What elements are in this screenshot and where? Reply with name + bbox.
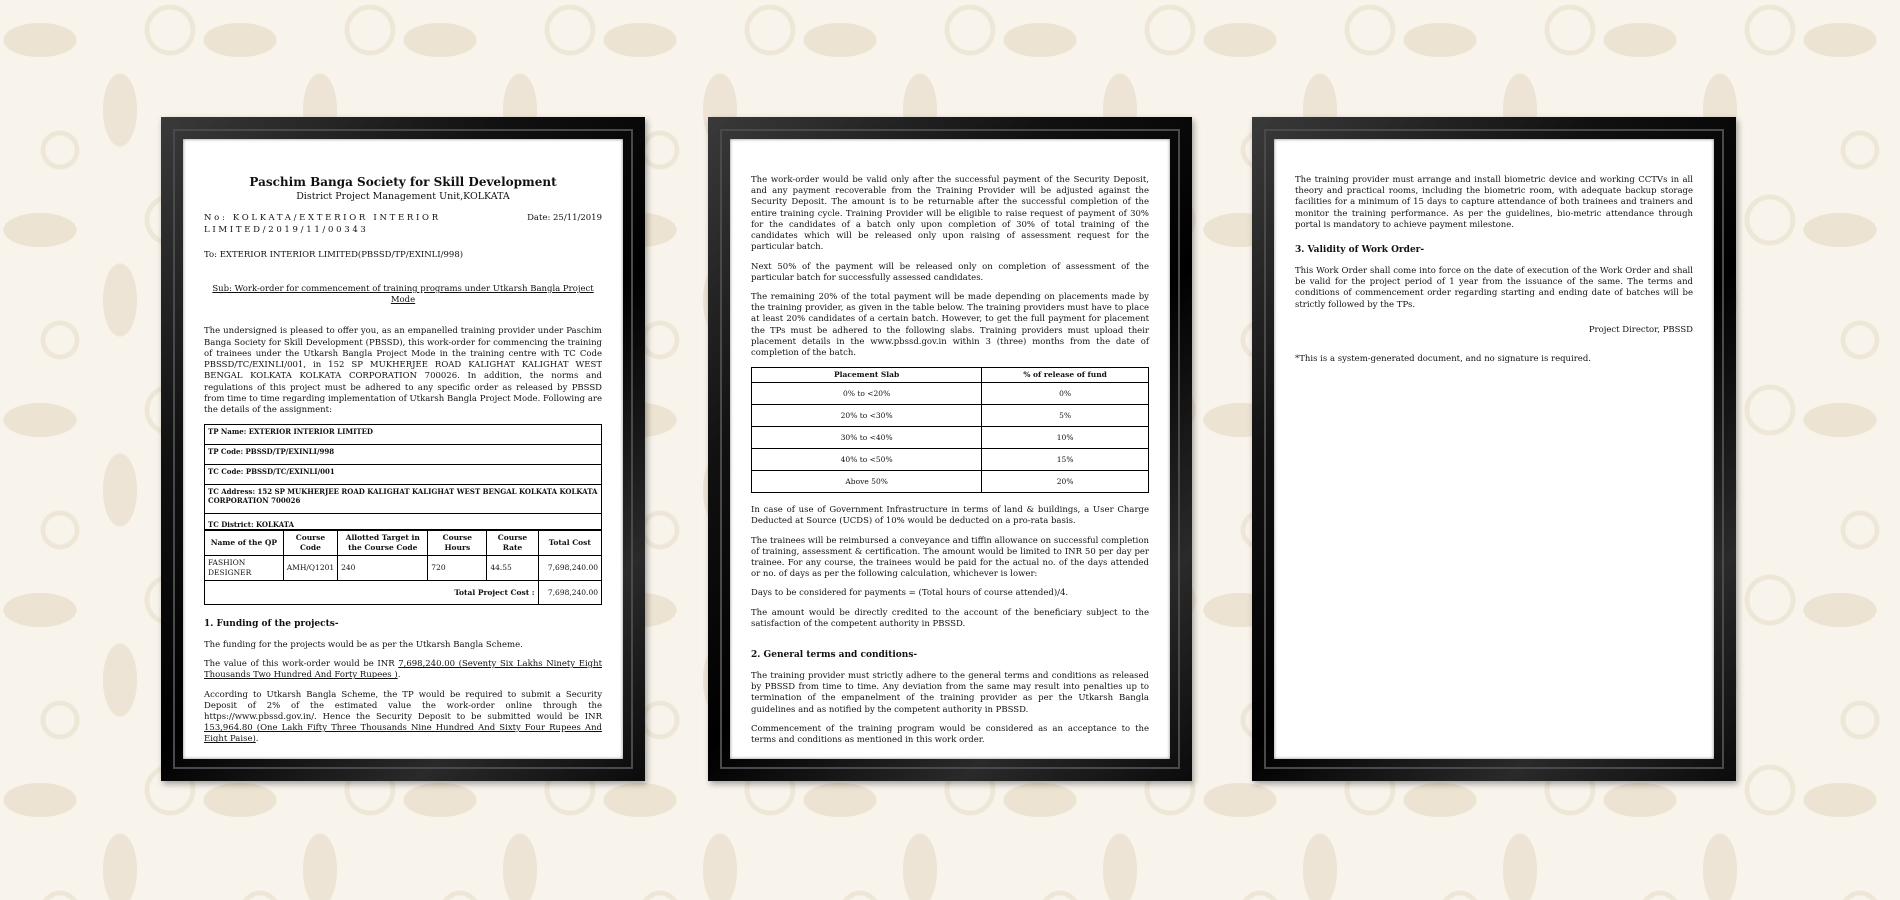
value-paragraph [204, 659, 602, 681]
slab-percent: 15% [982, 449, 1149, 471]
deposit-suffix: . [255, 734, 259, 745]
slab-range: 30% to <40% [752, 427, 982, 449]
slab-percent: 20% [982, 471, 1149, 493]
security-deposit-paragraph: The work-order would be valid only after the successful payment of the Security Deposit, and any payment recoverable from the Training Provider will be adjusted against the Security Deposit. The amount is to be returnable after the successful completion of the entire training cycle. Training Provider will be eligible to raise request of payment of 30% for the candidates of a batch only upon completion of 30% of total training of the candidates which will be released only upon raising of assessment request for the particular batch. [751, 175, 1149, 253]
system-note: *This is a system-generated document, and no signature is required. [1295, 354, 1591, 365]
value-suffix: . [397, 670, 401, 681]
document-date: Date: 25/11/2019 [527, 213, 602, 224]
section-3-heading: 3. Validity of Work Order- [1295, 245, 1425, 256]
qp-header: Name of the QP [205, 531, 284, 556]
slab-range: Above 50% [752, 471, 982, 493]
slab-range: 0% to <20% [752, 383, 982, 405]
reference-number: No: KOLKATA/EXTERIOR INTERIOR LIMITED/2019/11/00343 [204, 213, 441, 235]
slab-header: Placement Slab [752, 368, 982, 383]
assessment-payment-paragraph: Next 50% of the payment will be released only on completion of assessment of the particular batch for successfully assessed candidates. [751, 261, 1149, 283]
placement-payment-paragraph: The remaining 20% of the total payment will be made depending on placements made by the training provider, as given in the table below. The training providers must have to place at least 20% candidates of a certain batch. However, to get the full payment for placement the TPs must be adhered to the following slabs. Training providers must upload their placement details in the www.pbssd.gov.in within 3 (three) months from the date of completion of the batch. [751, 291, 1149, 359]
document-page-1 [183, 139, 623, 759]
picture-frame-page-2 [708, 117, 1192, 781]
qp-cell: 720 [428, 556, 487, 581]
qp-cell: 7,698,240.00 [538, 556, 601, 581]
tc-address: TC Address: 152 SP MUKHERJEE ROAD KALIGHAT KALIGHAT WEST BENGAL KOLKATA KOLKATA CORPORATION 700026 [205, 485, 602, 514]
days-formula-paragraph: Days to be considered for payments = (Total hours of course attended)/4. [751, 588, 1069, 599]
table-row [752, 405, 1149, 427]
deposit-paragraph [204, 690, 602, 746]
table-row [752, 471, 1149, 493]
credit-paragraph: The amount would be directly credited to the account of the beneficiary subject to the satisfaction of the competent authority in PBSSD. [751, 607, 1149, 629]
table-row [752, 449, 1149, 471]
value-amount: 7,698,240.00 (Seventy Six Lakhs Ninety Eight Thousands Two Hundred And Forty Rupees ) [204, 659, 602, 681]
qp-header-row [205, 531, 602, 556]
document-page-2 [730, 139, 1170, 759]
qp-cell: 44.55 [487, 556, 538, 581]
value-prefix: The value of this work-order would be INR [204, 659, 399, 670]
section-2-heading: 2. General terms and conditions- [751, 650, 918, 661]
terms-paragraph: The training provider must strictly adhere to the general terms and conditions as released by PBSSD from time to time. Any deviation from the same may result into penalties up to termination of the empanelment of the training provider as per the Utkarsh Bangla guidelines and as notified by the competent authority in PBSSD. [751, 671, 1149, 715]
qp-header: Total Cost [538, 531, 601, 556]
tp-info-table [204, 424, 602, 530]
total-row [205, 581, 602, 605]
validity-paragraph: This Work Order shall come into force on the date of execution of the Work Order and shall be valid for the project period of 1 year from the issuance of the same. The terms and conditions of commencement order regarding starting and ending date of batches will be strictly followed by the TPs. [1295, 265, 1693, 310]
slab-header: % of release of fund [982, 368, 1149, 383]
slab-range: 40% to <50% [752, 449, 982, 471]
slab-percent: 10% [982, 427, 1149, 449]
tc-code: TC Code: PBSSD/TC/EXINLI/001 [205, 465, 602, 485]
tp-code: TP Code: PBSSD/TP/EXINLI/998 [205, 445, 602, 465]
deposit-prefix: According to Utkarsh Bangla Scheme, the TP would be required to submit a Security Deposit of 2% of the estimated value the work-order online through the https://www.pbssd.gov.in/. Hence the Security Deposit to be submitted would be INR [204, 689, 602, 722]
table-row [205, 556, 602, 581]
intro-paragraph: The undersigned is pleased to offer you, as an empanelled training provider under Paschim Banga Society for Skill Development (PBSSD), this work-order for commencing the training of trainees under the Utkarsh Bangla Project Mode in the training centre with TC Code PBSSD/TC/EXINLI/001, in 152 SP MUKHERJEE ROAD KALIGHAT KALIGHAT WEST BENGAL KOLKATA KOLKATA CORPORATION 700026. In addition, the norms and regulations of this project must be adhered to any specific order as released by PBSSD from time to time regarding implementation of Utkarsh Bangla Project Mode. Following are the details of the assignment: [204, 326, 602, 415]
tp-name: TP Name: EXTERIOR INTERIOR LIMITED [205, 425, 602, 445]
acceptance-paragraph: Commencement of the training program would be considered as an acceptance to the terms and conditions as mentioned in this work order. [751, 723, 1149, 746]
reference-row [204, 213, 602, 235]
slab-header-row [752, 368, 1149, 383]
qp-cell: AMH/Q1201 [283, 556, 337, 581]
organization-title: Paschim Banga Society for Skill Development [249, 175, 557, 189]
qp-cell: 240 [338, 556, 428, 581]
tc-district: TC District: KOLKATA [205, 514, 602, 530]
picture-frame-page-1 [161, 117, 645, 781]
section-1-heading: 1. Funding of the projects- [204, 619, 339, 629]
qp-header: Course Hours [428, 531, 487, 556]
addressee: To: EXTERIOR INTERIOR LIMITED(PBSSD/TP/EXINLI/998) [204, 249, 464, 260]
qp-cell: FASHION DESIGNER [205, 556, 284, 581]
signatory: Project Director, PBSSD [1588, 324, 1693, 335]
ucds-paragraph: In case of use of Government Infrastructure in terms of land & buildings, a User Charge Deducted at Source (UCDS) of 10% would be deducted on a pro-rata basis. [751, 505, 1149, 527]
allowance-paragraph: The trainees will be reimbursed a conveyance and tiffin allowance on successful completion of training, assessment & certification. The amount would be limited to INR 50 per day per trainee. For any course, the trainees would be paid for the actual no. of the days attended or no. of days as per the following calculation, whichever is lower: [751, 535, 1149, 580]
total-value: 7,698,240.00 [538, 581, 601, 605]
funding-paragraph: The funding for the projects would be as per the Utkarsh Bangla Scheme. [204, 639, 523, 650]
picture-frame-page-3 [1252, 117, 1736, 781]
slab-percent: 5% [982, 405, 1149, 427]
qp-header: Allotted Target in the Course Code [338, 531, 428, 556]
document-page-3 [1274, 139, 1714, 759]
total-label: Total Project Cost : [205, 581, 539, 605]
qp-header: Course Code [283, 531, 337, 556]
deposit-amount: 153,964.80 (One Lakh Fifty Three Thousands Nine Hundred And Sixty Four Rupees And Eight Paise) [204, 723, 602, 745]
qp-table [204, 530, 602, 605]
unit-subtitle: District Project Management Unit,KOLKATA [296, 190, 510, 202]
placement-slab-table [751, 367, 1149, 493]
subject-line: Sub: Work-order for commencement of training programs under Utkarsh Bangla Project Mode [212, 284, 594, 306]
qp-header: Course Rate [487, 531, 538, 556]
slab-percent: 0% [982, 383, 1149, 405]
slab-range: 20% to <30% [752, 405, 982, 427]
biometric-paragraph: The training provider must arrange and install biometric device and working CCTVs in all theory and practical rooms, including the biometric room, with adequate backup storage facilities for a minimum of 15 days to capture attendance of both trainees and trainers and monitor the training performance. As per the guidelines, bio-metric attendance through portal is mandatory to achieve payment milestone. [1295, 175, 1693, 230]
table-row [752, 383, 1149, 405]
table-row [752, 427, 1149, 449]
